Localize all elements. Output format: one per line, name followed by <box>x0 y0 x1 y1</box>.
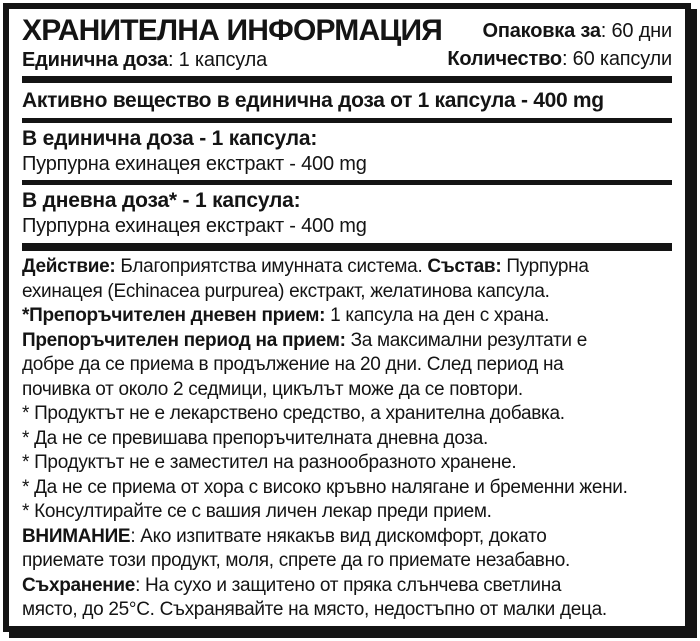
divider <box>22 180 672 185</box>
body-line <box>22 280 672 305</box>
header-right <box>447 14 672 73</box>
nutrition-label <box>3 3 691 632</box>
package-label: Опаковка за <box>482 20 601 42</box>
unit-dose-line <box>22 47 442 73</box>
body-line-segment: * Продуктът не е лекарствено средство, а хранителна добавка. <box>22 403 565 424</box>
body-line-segment: Благоприятства имунната система. <box>115 256 428 277</box>
body-line-segment: * Да не се превишава препоръчителната дневна доза. <box>22 427 489 449</box>
divider <box>22 243 672 251</box>
body-line-segment: добре да се приема в продължение на 20 дни. След период на <box>22 354 564 375</box>
single-dose-section <box>22 126 672 177</box>
body-line-segment: 1 капсула на ден с храна. <box>325 305 550 326</box>
body-line <box>22 574 672 599</box>
quantity-label: Количество <box>447 48 562 70</box>
unit-dose-value: : 1 капсула <box>167 49 268 71</box>
package-line <box>447 17 672 45</box>
body-line-segment: ВНИМАНИЕ <box>22 525 131 547</box>
body-line-segment: приемате този продукт, моля, спрете да го приемате незабавно. <box>22 550 571 571</box>
quantity-line <box>447 45 672 73</box>
body-line <box>22 598 672 623</box>
header-left <box>22 14 442 73</box>
body-line-segment: За максимални резултати е <box>345 329 587 351</box>
body-line-segment: : На сухо и защитено от пряка слънчева светлина <box>135 574 562 596</box>
divider <box>22 118 672 123</box>
body-line-segment: ехинацея (Echinacea purpurea) екстракт, желатинова капсула. <box>22 280 550 302</box>
body-line-segment: : Ако изпитвате някакъв вид дискомфорт, докато <box>130 525 547 547</box>
body-line-segment: * Да не се приема от хора с високо кръвно налягане и бременни жени. <box>22 476 628 498</box>
package-value: : 60 дни <box>600 20 672 42</box>
label-header <box>22 14 672 73</box>
unit-dose-label: Единична доза <box>22 49 168 71</box>
active-substance-line: Активно вещество в единична доза от 1 капсула - 400 mg <box>22 89 604 112</box>
daily-dose-section <box>22 188 672 239</box>
body-line <box>22 402 672 427</box>
body-text <box>22 255 672 623</box>
quantity-value: : 60 капсули <box>561 48 672 70</box>
body-line-segment: Състав: <box>427 256 502 277</box>
body-line <box>22 353 672 378</box>
body-line-segment: *Препоръчителен дневен прием: <box>22 305 326 326</box>
single-dose-heading: В единична доза - 1 капсула: <box>22 127 318 150</box>
body-line <box>22 378 672 403</box>
body-line <box>22 525 672 550</box>
body-line <box>22 329 672 354</box>
body-line <box>22 476 672 501</box>
body-line <box>22 427 672 452</box>
body-line-segment: Пурпурна <box>501 256 589 277</box>
daily-dose-heading: В дневна доза* - 1 капсула: <box>22 189 301 212</box>
body-line-segment: * Консултирайте се с вашия личен лекар преди прием. <box>22 501 492 522</box>
body-line-segment: място, до 25°C. Съхранявайте на място, недостъпно от малки деца. <box>22 599 607 620</box>
body-line-segment: Съхранение <box>22 574 136 596</box>
body-line <box>22 549 672 574</box>
body-line-segment: * Продуктът не е заместител на разнообразното хранене. <box>22 452 517 473</box>
single-dose-ingredient: Пурпурна ехинацея екстракт - 400 mg <box>22 153 367 175</box>
body-line <box>22 451 672 476</box>
body-line-segment: Препоръчителен период на прием: <box>22 329 346 351</box>
divider <box>22 76 672 83</box>
body-line <box>22 304 672 329</box>
body-line-segment: почивка от около 2 седмици, цикълът може да се повтори. <box>22 378 523 400</box>
body-line <box>22 255 672 280</box>
label-title: ХРАНИТЕЛНА ИНФОРМАЦИЯ <box>22 14 443 47</box>
body-line-segment: Действие: <box>22 256 116 277</box>
body-line <box>22 500 672 525</box>
daily-dose-ingredient: Пурпурна ехинацея екстракт - 400 mg <box>22 215 367 237</box>
